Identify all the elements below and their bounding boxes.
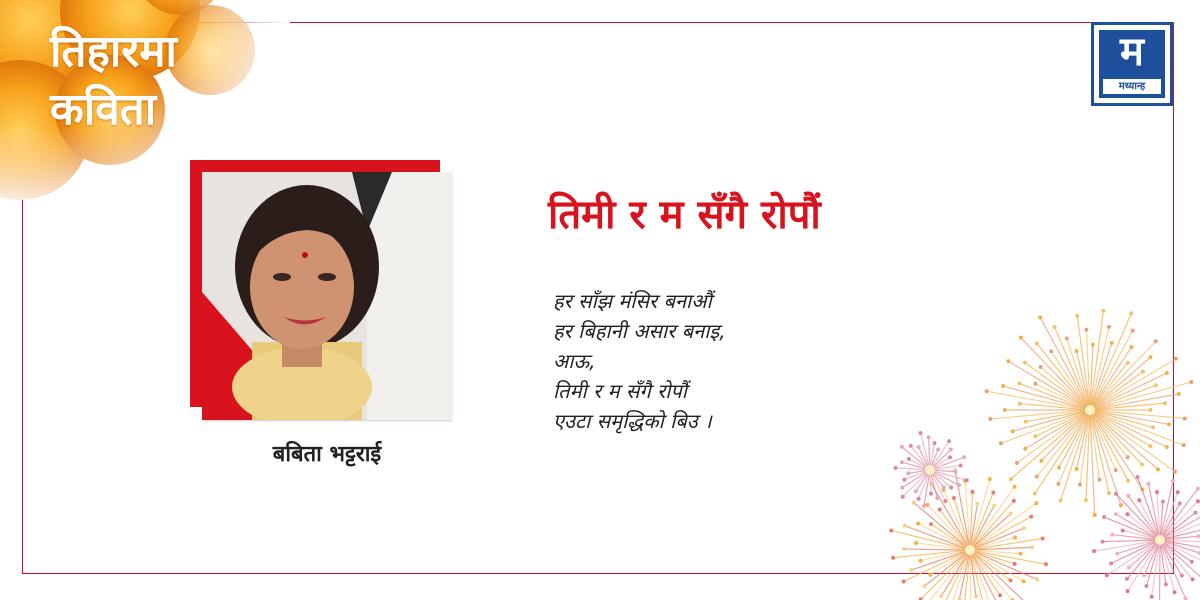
- author-name: बबिता भट्टराई: [272, 442, 382, 467]
- poem-line: एउटा समृद्धिको बिउ ।: [553, 409, 712, 433]
- logo-letter: म: [1120, 29, 1144, 75]
- banner-line-2: कविता: [50, 84, 157, 135]
- fireworks-icon: [860, 300, 1200, 600]
- banner-line-1: तिहारमा: [50, 26, 177, 77]
- madhyanha-logo-icon: [1099, 30, 1165, 98]
- firework-burst: [893, 431, 968, 508]
- poem-line: तिमी र म सँगै रोपौं: [553, 379, 687, 403]
- poem-line: आऊ,: [553, 349, 596, 373]
- author-portrait-image: [202, 172, 452, 420]
- madhyanha-logo[interactable]: [1091, 22, 1173, 106]
- author-photo: [202, 172, 452, 420]
- poem-line: हर बिहानी असार बनाइ,: [553, 319, 726, 343]
- poem-body: [553, 286, 726, 436]
- poem-line: हर साँझ मंसिर बनाऔं: [553, 289, 712, 313]
- firework-burst: [889, 468, 1048, 600]
- logo-subtitle: मध्यान्ह: [1103, 79, 1161, 94]
- poem-title: तिमी र म सँगै रोपौं: [548, 192, 821, 238]
